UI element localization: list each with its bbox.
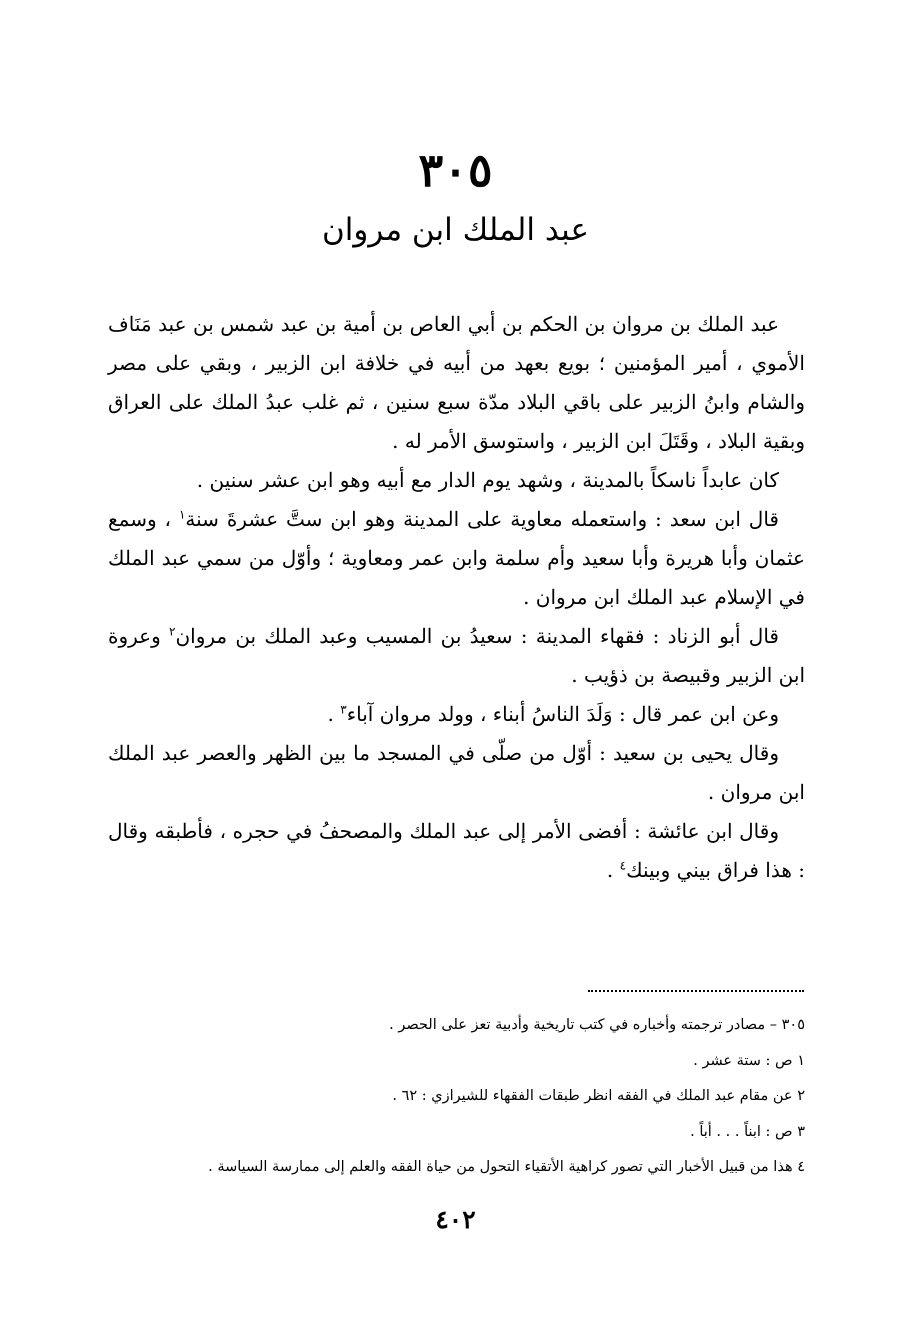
paragraph-2: كان عابداً ناسكاً بالمدينة ، وشهد يوم الدار مع أبيه وهو ابن عشر سنين . xyxy=(196,468,779,492)
footnote-1: ١ ص : ستة عشر . xyxy=(693,1052,805,1069)
paragraph-7-rest: . xyxy=(606,858,620,882)
paragraph-3 xyxy=(108,500,805,617)
paragraph-4 xyxy=(108,617,805,695)
paragraph-3-rest: ، وسمع عثمان وأبا هريرة وأبا سعيد وأم سلمة وابن عمر ومعاوية ؛ وأوّل من سمي عبد الملك في الإسلام عبد الملك ابن مروان . xyxy=(108,507,805,609)
paragraph-5 xyxy=(108,695,805,734)
page-number: ٤٠٢ xyxy=(435,1205,476,1234)
entry-title: عبد الملك ابن مروان xyxy=(322,212,589,248)
footnote-ref-2: ٢ xyxy=(169,624,176,639)
footnote-4: ٤ هذا من قبيل الأخبار التي تصور كراهية الأتقياء التحول من حياة الفقه والعلم إلى ممارسة السياسة . xyxy=(208,1159,805,1175)
entry-number: ٣٠٥ xyxy=(418,143,493,197)
paragraph-7-text: وقال ابن عائشة : أفضى الأمر إلى عبد الملك والمصحفُ في حجره ، فأطبقه وقال : هذا فراق بيني وبينك xyxy=(108,819,805,882)
paragraph-7 xyxy=(108,812,805,890)
footnote-3: ٣ ص : ابناً . . . أباً . xyxy=(690,1123,805,1140)
footnotes xyxy=(100,1008,805,1186)
paragraph-3-text: قال ابن سعد : واستعمله معاوية على المدينة وهو ابن ستَّ عشرةَ سنة xyxy=(185,507,779,531)
paragraph-6: وقال يحيى بن سعيد : أوّل من صلّى في المسجد ما بين الظهر والعصر عبد الملك ابن مروان . xyxy=(108,741,805,804)
footnote-2: ٢ عن مقام عبد الملك في الفقه انظر طبقات الفقهاء للشيرازي : ٦٢ . xyxy=(392,1088,805,1104)
paragraph-4-rest: وعروة ابن الزبير وقبيصة بن ذؤيب . xyxy=(108,624,805,687)
paragraph-4-text: قال أبو الزناد : فقهاء المدينة : سعيدُ بن المسيب وعبد الملك بن مروان xyxy=(175,624,779,648)
footnote-ref-4: ٤ xyxy=(619,858,627,873)
paragraph-5-rest: . xyxy=(327,702,341,726)
footnote-source: ٣٠٥ – مصادر ترجمته وأخباره في كتب تاريخية وأدبية تعز على الحصر . xyxy=(389,1017,805,1033)
paragraph-1: عبد الملك بن مروان بن الحكم بن أبي العاص بن أمية بن عبد شمس بن عبد مَنَاف الأموي ، أمير المؤمنين ؛ بويع بعهد من أبيه في خلافة ابن الزبير ، وبقي على مصر والشام وابنُ الزبير على باقي البلاد مدّة سبع سنين ، ثم غلب عبدُ الملك على العراق وبقية البلاد ، وقَتَلَ ابن الزبير ، واستوسق الأمر له . xyxy=(108,312,805,453)
paragraph-5-text: وعن ابن عمر قال : وَلَدَ الناسُ أبناء ، وولد مروان آباء xyxy=(346,702,779,726)
footnote-ref-3: ٣ xyxy=(340,702,347,717)
footnote-ref-1: ١ xyxy=(178,507,186,522)
footnote-divider xyxy=(588,990,804,992)
body-text xyxy=(108,305,805,890)
